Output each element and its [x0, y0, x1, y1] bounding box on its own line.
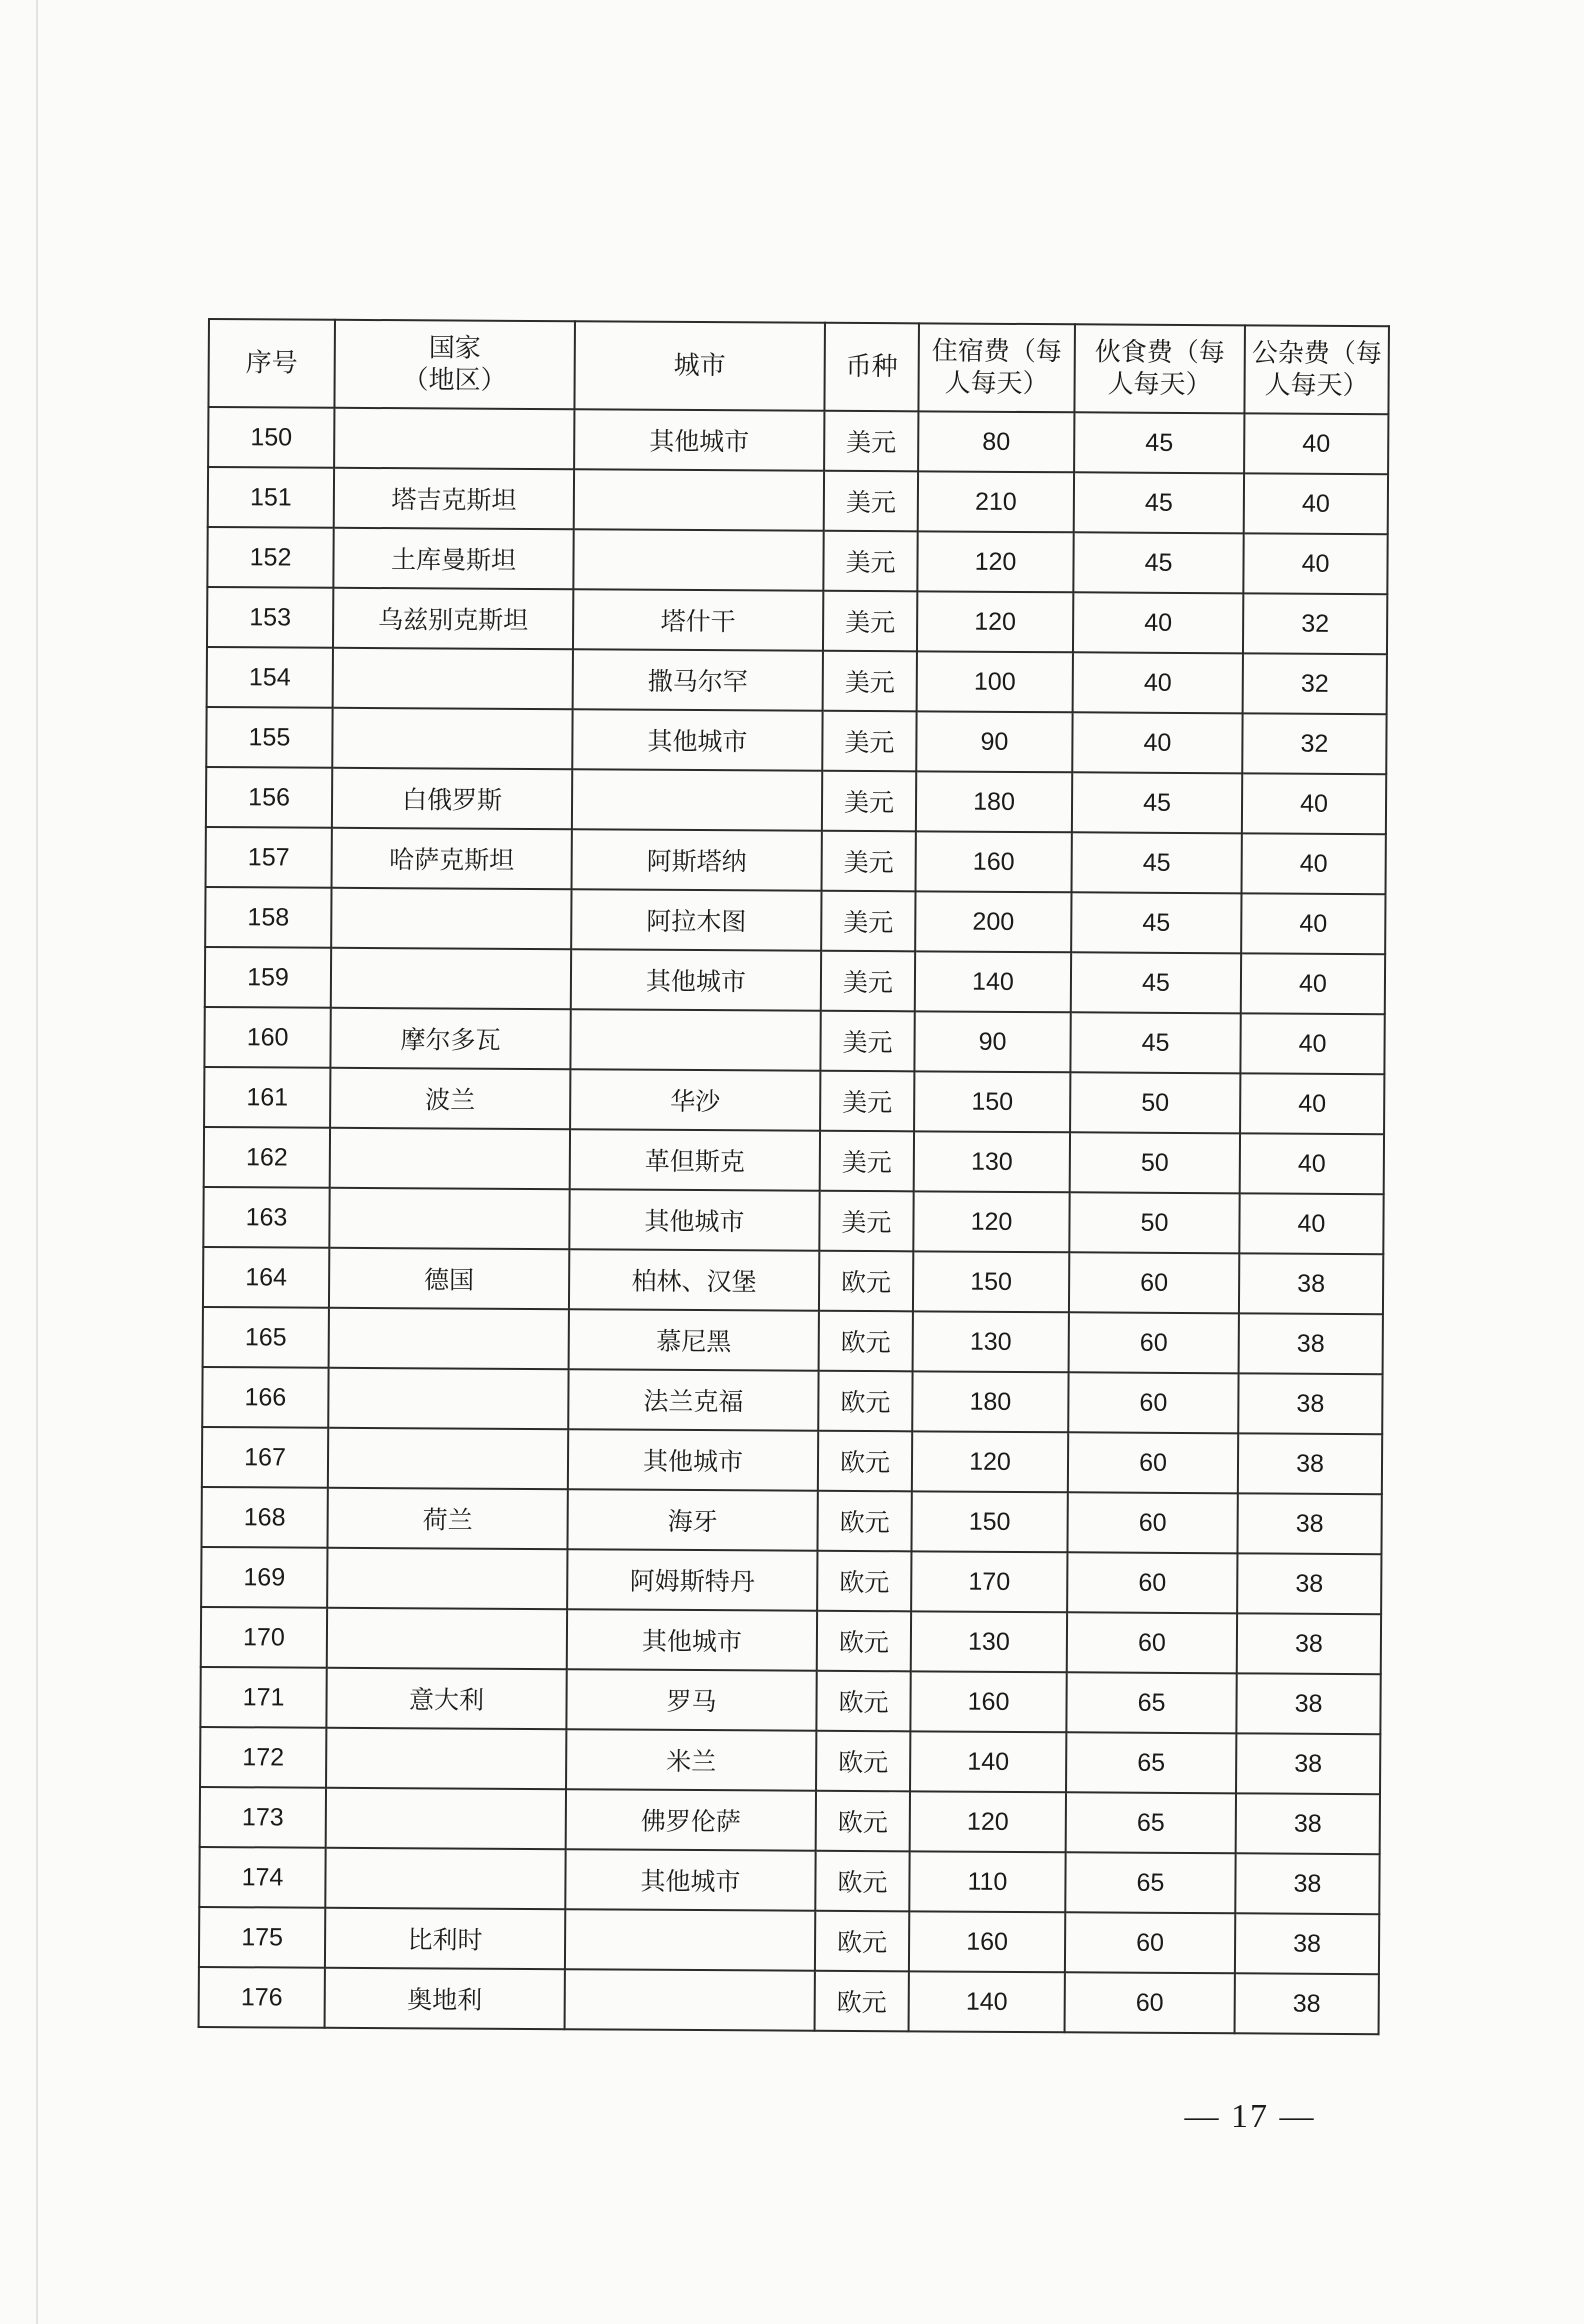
cell-misc: 38 [1235, 1853, 1379, 1914]
cell-currency: 欧元 [818, 1431, 912, 1492]
cell-meals: 50 [1070, 1072, 1240, 1133]
cell-lodging: 140 [909, 1971, 1065, 2032]
cell-currency: 欧元 [819, 1311, 913, 1372]
cell-country [331, 948, 571, 1009]
cell-lodging: 160 [909, 1911, 1065, 1972]
cell-currency: 美元 [823, 651, 917, 712]
header-meals: 伙食费（每 人每天） [1074, 324, 1245, 413]
cell-serial: 163 [203, 1187, 329, 1248]
cell-misc: 32 [1242, 713, 1386, 774]
cell-misc: 40 [1242, 833, 1386, 894]
cell-country: 波兰 [330, 1068, 570, 1129]
header-currency: 币种 [824, 323, 919, 412]
cell-misc: 38 [1236, 1793, 1380, 1854]
cell-country [333, 648, 573, 709]
cell-misc: 38 [1238, 1373, 1382, 1434]
cell-misc: 38 [1237, 1613, 1381, 1674]
table-body [199, 407, 1389, 2034]
cell-currency: 欧元 [818, 1371, 912, 1432]
cell-meals: 60 [1065, 1912, 1235, 1973]
cell-meals: 60 [1069, 1312, 1239, 1373]
cell-meals: 50 [1070, 1132, 1240, 1193]
cell-serial: 162 [204, 1127, 330, 1188]
cell-lodging: 130 [913, 1311, 1069, 1372]
cell-lodging: 110 [909, 1851, 1065, 1912]
cell-city [565, 1909, 815, 1971]
cell-misc: 40 [1244, 473, 1388, 534]
cell-city: 阿斯塔纳 [572, 829, 822, 891]
cell-city: 阿姆斯特丹 [567, 1549, 817, 1611]
cell-lodging: 120 [917, 591, 1073, 652]
cell-country: 奥地利 [325, 1968, 565, 2029]
cell-city: 佛罗伦萨 [566, 1789, 816, 1851]
cell-meals: 65 [1066, 1732, 1236, 1793]
cell-serial: 157 [206, 827, 332, 888]
cell-misc: 40 [1240, 1073, 1384, 1134]
cell-country [334, 408, 574, 469]
table-row [207, 587, 1387, 654]
cell-city [565, 1969, 815, 2031]
table-row [208, 407, 1388, 474]
page-edge-shadow [36, 0, 38, 2324]
cell-meals: 60 [1068, 1432, 1238, 1493]
cell-city: 其他城市 [567, 1609, 817, 1671]
cell-misc: 40 [1243, 533, 1387, 594]
cell-city [570, 1009, 820, 1071]
header-serial: 序号 [208, 319, 335, 408]
cell-currency: 美元 [819, 1191, 913, 1252]
cell-country: 比利时 [325, 1908, 565, 1969]
cell-country [331, 888, 571, 949]
cell-currency: 美元 [822, 831, 916, 892]
cell-meals: 45 [1072, 832, 1242, 893]
table-row [206, 707, 1386, 774]
table-row [208, 467, 1388, 534]
cell-city [572, 769, 822, 831]
table-row [201, 1607, 1381, 1674]
table-row [204, 1007, 1384, 1074]
cell-city: 其他城市 [571, 949, 821, 1011]
header-lodging: 住宿费（每 人每天） [918, 323, 1075, 412]
cell-country [327, 1608, 567, 1669]
cell-serial: 175 [199, 1907, 325, 1968]
cell-country: 塔吉克斯坦 [334, 468, 574, 529]
cell-lodging: 90 [914, 1011, 1070, 1072]
cell-serial: 164 [203, 1247, 329, 1308]
cell-meals: 60 [1065, 1972, 1235, 2033]
cell-meals: 45 [1074, 472, 1244, 533]
cell-city: 其他城市 [569, 1189, 819, 1251]
cell-country [326, 1788, 566, 1849]
cell-lodging: 140 [915, 951, 1071, 1012]
cell-misc: 32 [1243, 593, 1387, 654]
cell-meals: 45 [1071, 952, 1241, 1013]
page-number: — 17 — [1184, 2098, 1316, 2135]
cell-misc: 38 [1235, 1913, 1379, 1974]
cell-currency: 美元 [822, 711, 916, 772]
cell-country: 德国 [329, 1248, 569, 1309]
cell-serial: 173 [200, 1787, 326, 1848]
cell-lodging: 90 [916, 711, 1072, 772]
cell-serial: 169 [201, 1547, 327, 1608]
cell-city: 米兰 [566, 1729, 816, 1791]
cell-city: 慕尼黑 [569, 1309, 819, 1371]
table-row [207, 647, 1387, 714]
cell-currency: 欧元 [815, 1971, 909, 2032]
cell-misc: 40 [1242, 773, 1386, 834]
cell-lodging: 180 [916, 771, 1072, 832]
cell-currency: 美元 [820, 1011, 914, 1072]
cell-country: 乌兹别克斯坦 [333, 588, 573, 649]
cell-currency: 欧元 [815, 1851, 909, 1912]
cell-lodging: 150 [913, 1251, 1069, 1312]
cell-meals: 60 [1067, 1612, 1237, 1673]
cell-currency: 美元 [824, 471, 918, 532]
cell-meals: 40 [1072, 712, 1242, 773]
cell-currency: 欧元 [819, 1251, 913, 1312]
cell-serial: 167 [202, 1427, 328, 1488]
cell-city: 撒马尔罕 [573, 649, 823, 711]
cell-currency: 美元 [820, 1071, 914, 1132]
cell-currency: 欧元 [817, 1611, 911, 1672]
cell-lodging: 80 [918, 411, 1074, 472]
cell-currency: 美元 [823, 531, 917, 592]
table-row [205, 887, 1385, 954]
cell-country [325, 1848, 565, 1909]
cell-currency: 美元 [824, 411, 918, 472]
table-row [203, 1187, 1383, 1254]
cell-lodging: 150 [911, 1491, 1067, 1552]
cell-lodging: 120 [917, 531, 1073, 592]
cell-lodging: 150 [914, 1071, 1070, 1132]
cell-currency: 欧元 [816, 1791, 910, 1852]
cell-lodging: 160 [910, 1671, 1066, 1732]
cell-serial: 156 [206, 767, 332, 828]
cell-misc: 40 [1240, 1133, 1384, 1194]
cell-country: 摩尔多瓦 [330, 1008, 570, 1069]
cell-serial: 161 [204, 1067, 330, 1128]
cell-lodging: 200 [915, 891, 1071, 952]
cell-meals: 40 [1073, 592, 1243, 653]
cell-currency: 美元 [820, 1131, 914, 1192]
table-row [202, 1367, 1382, 1434]
cell-misc: 40 [1244, 413, 1388, 474]
cell-country: 白俄罗斯 [332, 768, 572, 829]
cell-meals: 65 [1065, 1852, 1235, 1913]
cell-city: 其他城市 [574, 409, 824, 471]
header-country: 国家 （地区） [334, 320, 575, 409]
cell-lodging: 120 [910, 1791, 1066, 1852]
cell-city: 塔什干 [573, 589, 823, 651]
cell-serial: 176 [199, 1967, 325, 2028]
cell-currency: 欧元 [816, 1671, 910, 1732]
cell-meals: 65 [1066, 1792, 1236, 1853]
cell-meals: 60 [1067, 1492, 1237, 1553]
cell-lodging: 210 [918, 471, 1074, 532]
cell-lodging: 170 [911, 1551, 1067, 1612]
cell-serial: 154 [207, 647, 333, 708]
cell-serial: 165 [203, 1307, 329, 1368]
cell-serial: 170 [201, 1607, 327, 1668]
cell-serial: 160 [204, 1007, 330, 1068]
fee-table-container [198, 318, 1388, 2035]
cell-serial: 152 [207, 527, 333, 588]
cell-serial: 174 [199, 1847, 325, 1908]
table-row [202, 1427, 1382, 1494]
cell-meals: 60 [1069, 1252, 1239, 1313]
cell-city: 罗马 [566, 1669, 816, 1731]
cell-lodging: 120 [913, 1191, 1069, 1252]
cell-misc: 40 [1241, 953, 1385, 1014]
table-row [199, 1847, 1379, 1914]
cell-meals: 45 [1072, 772, 1242, 833]
cell-misc: 32 [1243, 653, 1387, 714]
cell-currency: 欧元 [817, 1491, 911, 1552]
cell-serial: 155 [206, 707, 332, 768]
cell-city: 其他城市 [572, 709, 822, 771]
cell-currency: 美元 [822, 771, 916, 832]
cell-city: 柏林、汉堡 [569, 1249, 819, 1311]
table-row [203, 1247, 1383, 1314]
cell-currency: 欧元 [817, 1551, 911, 1612]
cell-lodging: 160 [916, 831, 1072, 892]
cell-meals: 45 [1073, 532, 1243, 593]
cell-country [328, 1368, 568, 1429]
cell-misc: 38 [1238, 1433, 1382, 1494]
cell-currency: 欧元 [815, 1911, 909, 1972]
table-row [203, 1307, 1383, 1374]
cell-misc: 38 [1236, 1733, 1380, 1794]
cell-misc: 38 [1239, 1313, 1383, 1374]
cell-lodging: 180 [912, 1371, 1068, 1432]
cell-meals: 65 [1066, 1672, 1236, 1733]
cell-meals: 60 [1068, 1372, 1238, 1433]
cell-serial: 159 [205, 947, 331, 1008]
table-row [200, 1667, 1380, 1734]
cell-serial: 166 [202, 1367, 328, 1428]
cell-city: 其他城市 [568, 1429, 818, 1491]
table-row [206, 767, 1386, 834]
cell-currency: 美元 [821, 951, 915, 1012]
table-header-row [208, 319, 1389, 414]
cell-country: 荷兰 [327, 1488, 567, 1549]
table-row [207, 527, 1387, 594]
cell-meals: 50 [1069, 1192, 1239, 1253]
cell-misc: 40 [1239, 1193, 1383, 1254]
cell-lodging: 130 [911, 1611, 1067, 1672]
cell-country [327, 1548, 567, 1609]
cell-serial: 150 [208, 407, 334, 468]
cell-serial: 172 [200, 1727, 326, 1788]
table-row [199, 1907, 1379, 1974]
cell-serial: 158 [205, 887, 331, 948]
cell-misc: 38 [1239, 1253, 1383, 1314]
cell-city: 法兰克福 [568, 1369, 818, 1431]
cell-city: 其他城市 [565, 1849, 815, 1911]
cell-serial: 151 [208, 467, 334, 528]
header-misc: 公杂费（每 人每天） [1244, 325, 1389, 414]
cell-country [329, 1188, 569, 1249]
travel-fee-table [198, 318, 1390, 2035]
cell-currency: 欧元 [816, 1731, 910, 1792]
cell-serial: 168 [201, 1487, 327, 1548]
cell-meals: 60 [1067, 1552, 1237, 1613]
cell-city [574, 469, 824, 531]
cell-city: 革但斯克 [570, 1129, 820, 1191]
table-row [204, 1067, 1384, 1134]
table-row [201, 1547, 1381, 1614]
header-city: 城市 [574, 321, 825, 411]
cell-misc: 38 [1236, 1673, 1380, 1734]
cell-serial: 153 [207, 587, 333, 648]
table-row [200, 1787, 1380, 1854]
cell-currency: 美元 [823, 591, 917, 652]
cell-city: 海牙 [567, 1489, 817, 1551]
cell-country [329, 1308, 569, 1369]
cell-country [326, 1728, 566, 1789]
cell-country: 哈萨克斯坦 [332, 828, 572, 889]
cell-city: 华沙 [570, 1069, 820, 1131]
cell-lodging: 100 [917, 651, 1073, 712]
table-row [200, 1727, 1380, 1794]
table-row [199, 1967, 1379, 2034]
table-row [204, 1127, 1384, 1194]
cell-meals: 45 [1070, 1012, 1240, 1073]
cell-country: 土库曼斯坦 [333, 528, 573, 589]
cell-meals: 40 [1073, 652, 1243, 713]
cell-misc: 38 [1237, 1553, 1381, 1614]
table-row [206, 827, 1386, 894]
cell-country [330, 1128, 570, 1189]
cell-lodging: 140 [910, 1731, 1066, 1792]
table-row [201, 1487, 1381, 1554]
cell-lodging: 120 [912, 1431, 1068, 1492]
cell-country [332, 708, 572, 769]
cell-misc: 40 [1240, 1013, 1384, 1074]
cell-serial: 171 [200, 1667, 326, 1728]
cell-city: 阿拉木图 [571, 889, 821, 951]
cell-lodging: 130 [914, 1131, 1070, 1192]
table-row [205, 947, 1385, 1014]
cell-country [328, 1428, 568, 1489]
cell-misc: 38 [1235, 1973, 1379, 2034]
cell-currency: 美元 [821, 891, 915, 952]
cell-misc: 38 [1237, 1493, 1381, 1554]
cell-meals: 45 [1071, 892, 1241, 953]
cell-misc: 40 [1241, 893, 1385, 954]
cell-meals: 45 [1074, 412, 1244, 473]
cell-country: 意大利 [326, 1668, 566, 1729]
cell-city [573, 529, 823, 591]
